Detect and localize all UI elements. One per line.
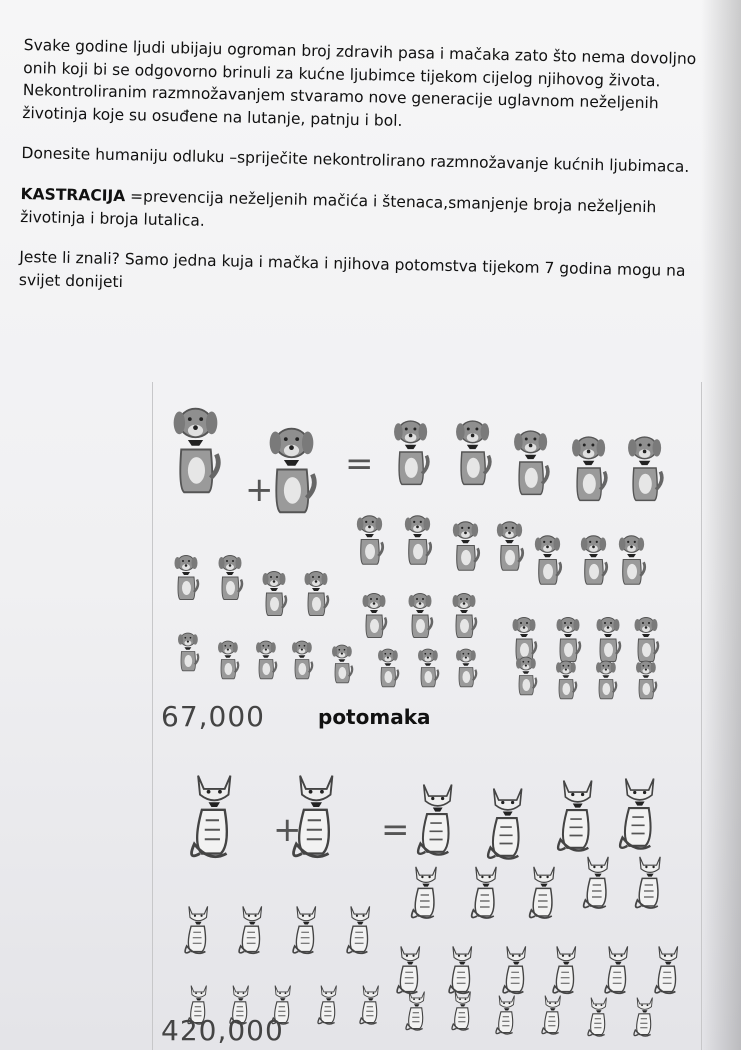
dog-icon (553, 614, 583, 664)
dog-icon (451, 416, 494, 488)
dog-icon (405, 590, 435, 640)
dog-icon (329, 642, 355, 685)
kastracija-term: KASTRACIJA (20, 184, 126, 206)
dog-icon (375, 646, 401, 689)
dog-icon (631, 614, 661, 664)
dog-icon (253, 638, 279, 681)
dog-equals-sign: = (345, 444, 374, 484)
dog-offspring-count: 67,000 (161, 700, 265, 733)
cat-icon (233, 902, 272, 957)
question-paragraph: Jeste li znali? Samo jedna kuja i mačka i njihova potomstva tijekom 7 godina mogu na svijet donijeti (18, 248, 686, 291)
cat-icon (611, 772, 668, 854)
cat-icon (313, 982, 345, 1027)
dog-icon (449, 590, 479, 640)
dog-icon (359, 590, 389, 640)
cat-icon (547, 942, 586, 997)
dog-icon (509, 426, 552, 498)
dog-offspring-unit: potomaka (318, 705, 431, 729)
cat-icon (479, 782, 536, 864)
cat-icon (583, 994, 615, 1039)
dog-icon (259, 568, 289, 618)
kastracija-definition: =prevencija neželjenih mačića i štenaca,smanjenje broja neželjenih životinja i broja lutalica. (19, 187, 657, 230)
dog-icon (633, 658, 659, 701)
cat-icon (287, 902, 326, 957)
cat-icon (355, 982, 387, 1027)
dog-icon (493, 518, 526, 573)
kastracija-paragraph (20, 183, 711, 243)
intro-paragraph: Svake godine ljudi ubijaju ogroman broj zdravih pasa i mačaka zato što nema dovoljno onih koji bi se odgovorno brinuli za kućne ljubimce tijekom cijelog njihovog života. Nekontroliranim razmnožavanjem stvaramo nove generacije uglavnom neželjenih životinja koje su osuđene na lutanje, patnju i bol. (22, 35, 697, 130)
dog-icon (215, 638, 241, 681)
cat-icon (523, 862, 565, 922)
text-block (18, 34, 714, 324)
dog-icon (175, 630, 201, 673)
dog-icon (215, 552, 245, 602)
dog-icon (401, 512, 434, 567)
dog-icon (415, 646, 441, 689)
dog-icon (623, 432, 666, 504)
cat-equals-sign: = (381, 810, 410, 850)
cat-icon (599, 942, 638, 997)
dog-icon (531, 532, 564, 587)
cat-icon (409, 778, 466, 860)
cat-icon (491, 992, 523, 1037)
dog-icon (577, 532, 610, 587)
dog-icon (389, 416, 432, 488)
cat-plus-sign: + (273, 810, 302, 850)
dog-icon (167, 402, 224, 497)
dog-icon (449, 518, 482, 573)
cat-offspring-count: 420,000 (161, 1014, 284, 1047)
dog-icon (567, 432, 610, 504)
cat-icon (649, 942, 688, 997)
cat-icon (629, 852, 671, 912)
dog-icon (171, 552, 201, 602)
dog-icon (289, 638, 315, 681)
dog-icon (593, 658, 619, 701)
cat-icon (577, 852, 619, 912)
cat-icon (497, 942, 536, 997)
cat-icon (401, 988, 433, 1033)
cat-icon (549, 774, 606, 856)
dog-icon (453, 646, 479, 689)
cat-icon (537, 992, 569, 1037)
dog-icon (553, 658, 579, 701)
dog-icon (513, 654, 539, 697)
dog-plus-sign: + (245, 470, 274, 510)
dog-icon (593, 614, 623, 664)
cat-icon (341, 902, 380, 957)
cat-icon (181, 768, 248, 863)
cat-icon (447, 988, 479, 1033)
cat-icon (179, 902, 218, 957)
dog-icon (615, 532, 648, 587)
cat-icon (629, 994, 661, 1039)
cat-icon (465, 862, 507, 922)
appeal-paragraph: Donesite humaniju odluku –spriječite nekontrolirano razmnožavanje kućnih ljubimaca. (21, 144, 690, 177)
offspring-figure (152, 382, 702, 1050)
dog-icon (301, 568, 331, 618)
dog-icon (353, 512, 386, 567)
cat-icon (405, 862, 447, 922)
